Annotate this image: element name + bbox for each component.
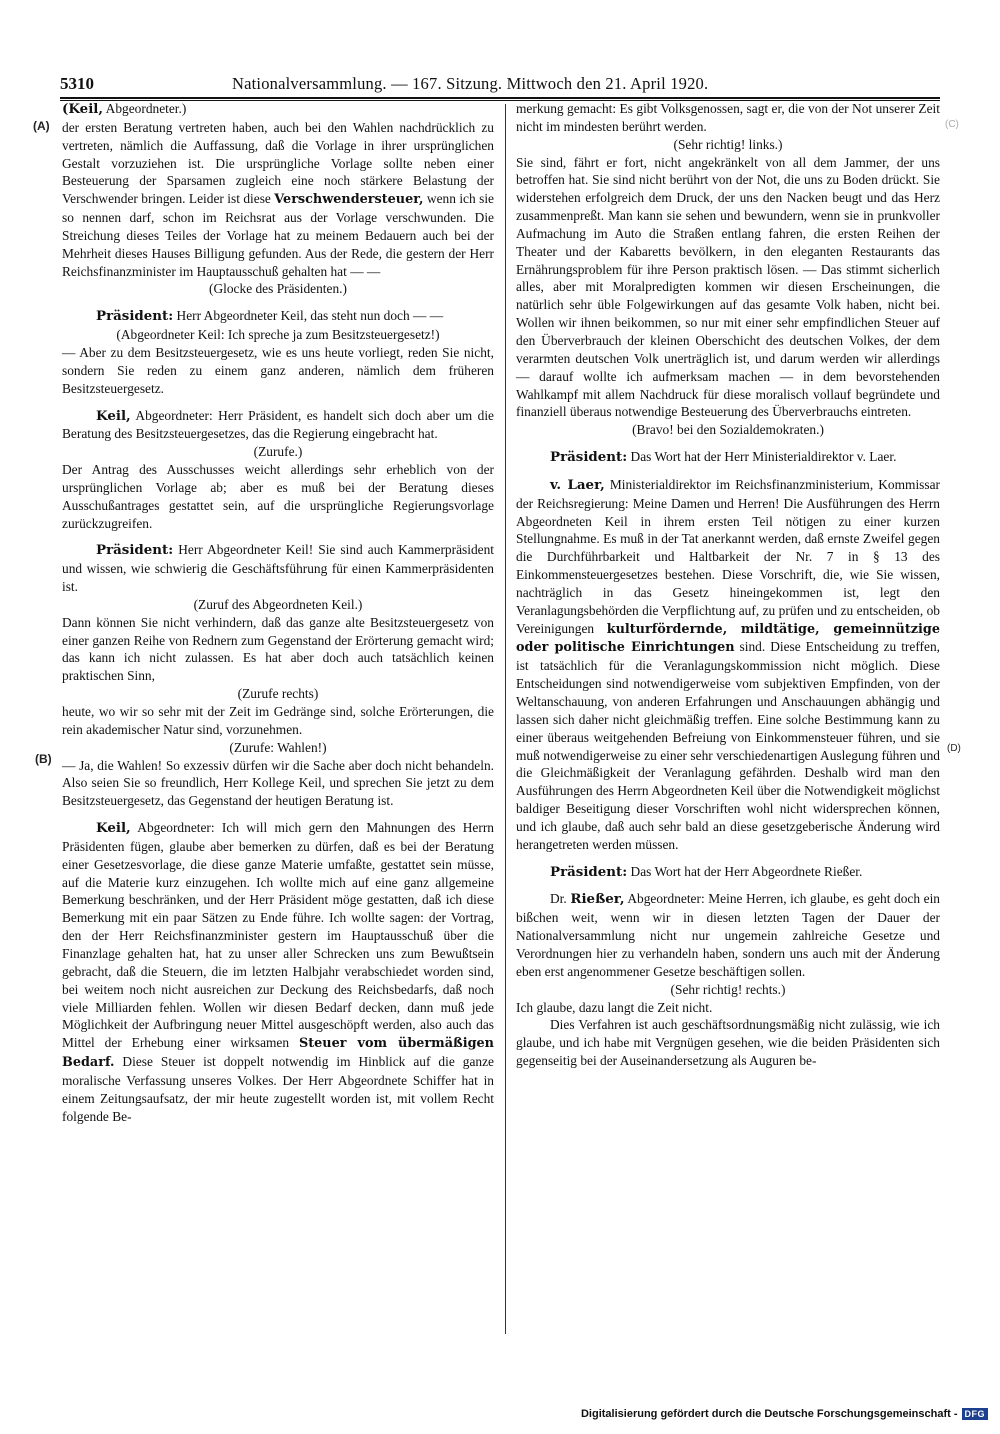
speech	[62, 307, 494, 326]
paragraph: Ich glaube, dazu langt die Zeit nicht.	[516, 999, 713, 1015]
speech	[62, 407, 494, 444]
paragraph: — Ja, die Wahlen! So exzessiv dürfen wir die Sache aber doch nicht behandeln. Also seien Sie so freundlich, Herr Kollege Keil, und sprechen Sie jetzt zu dem Besitzsteuergesetz, das Gegenstand der heutigen Beratung ist.	[62, 757, 494, 809]
speech	[516, 448, 940, 467]
speech	[516, 863, 940, 882]
speech	[62, 541, 494, 596]
interjection: (Zurufe.)	[253, 444, 303, 460]
speech	[516, 890, 940, 980]
interjection: (Bravo! bei den Sozialdemokraten.)	[632, 422, 824, 438]
text-run: Herr Abgeordneter Keil! Sie sind auch Kammerpräsident und wissen, wie schwierig die Geschäftsführung für einen Kammerpräsidenten ist.	[62, 542, 494, 595]
interjection: (Zurufe rechts)	[237, 686, 319, 702]
interjection: (Zuruf des Abgeordneten Keil.)	[193, 596, 363, 612]
speaker-name: Keil,	[96, 820, 131, 837]
interjection: (Glocke des Präsidenten.)	[209, 281, 347, 297]
emphasis: Steuer vom übermäßigen Bedarf.	[62, 1036, 494, 1071]
speaker-title: Dr.	[550, 891, 571, 907]
paragraph: merkung gemacht: Es gibt Volksgenossen, sagt er, die von der Not unserer Zeit nicht im mindesten berührt werden.	[516, 101, 940, 134]
interjection: (Sehr richtig! links.)	[673, 136, 783, 152]
header-rule	[60, 97, 940, 99]
interjection: (Sehr richtig! rechts.)	[670, 981, 786, 997]
text-run: Das Wort hat der Herr Abgeordnete Rießer.	[627, 863, 863, 879]
speaker-name: Präsident:	[96, 308, 174, 325]
text-run: sind. Diese Entscheidung zu treffen, ist tatsächlich für die Veranlagungskommission nicht möglich. Diese Entscheidungen sind notwendigerweise vom subjektiven Empfinden, von der Weltanschauung, von anderen Erfahrungen und Anschauungen abhängig und lassen sich daher nicht gleichmäßig treffen. Eine solche Bestimmung kann zu einer überaus weitgehenden Befreiung von Einkommensteuer führen, und sie muß notwendigerweise zu einer sehr verschiedenartigen Auslegung führen und die Gleichmäßigkeit der Veranlagung gefährden. Deshalb wird man den Ausführungen des Herrn Abgeordneten Keil über die Notwendigkeit möglichst baldiger Beseitigung dieser Vorschriften wohl nicht widersprechen können, und ich glaube, daß auch sehr bald an diese gesetzgeberische Änderung wird herangetreten werden müssen.	[516, 639, 940, 852]
speaker-name: Präsident:	[96, 542, 174, 559]
interjection: (Abgeordneter Keil: Ich spreche ja zum Besitzsteuergesetz!)	[116, 327, 440, 343]
right-column	[516, 100, 940, 1070]
running-title: Nationalversammlung. — 167. Sitzung. Mittwoch den 21. April 1920.	[232, 74, 709, 93]
column-divider	[505, 104, 506, 1334]
speaker-name: Präsident:	[550, 863, 628, 880]
text-run: Diese Steuer ist doppelt notwendig im Hinblick auf die ganze moralische Verfassung unseres Volkes. Der Herr Abgeordnete Schiffer hat in einem Zeitungsaufsatz, der mir heute zugestellt worden ist, mit vollem Recht folgende Be-	[62, 1054, 494, 1124]
speech	[516, 476, 940, 854]
text-run: Herr Abgeordneter Keil, das steht nun doch — —	[173, 308, 444, 324]
margin-mark-a: (A)	[33, 119, 50, 133]
funding-credit: Digitalisierung gefördert durch die Deutsche Forschungsgemeinschaft -	[580, 1408, 958, 1420]
paragraph: heute, wo wir so sehr mit der Zeit im Gedränge sind, solche Erörterungen, die rein akademischer Natur sind, vorzunehmen.	[62, 704, 494, 737]
text-run: der ersten Beratung vertreten haben, auch bei den Wahlen nachdrücklich zu vertreten, nämlich die Auffassung, daß die Vorlage in ihrer ursprünglichen Gestalt vorzuziehen ist. Die ursprüngliche Vorlage sollte neben einer Besteuerung der Sparsamen zugleich eine noch stärkere Belastung der Verschwender bringen. Leider ist diese	[62, 119, 494, 207]
speaker-name: v. Laer,	[550, 476, 605, 493]
text-run: wenn ich sie so nennen darf, schon im Reichsrat aus der Vorlage verschwunden. Die Streichung dieses Teiles der Vorlage hat zu meinem Bedauern auch bei der Mehrheit dieses Hauses Billigung gefunden. Aus der Rede, die gestern der Herr Reichsfinanzminister im Hauptausschuß gehalten hat — —	[62, 191, 494, 279]
speaker-name: (Keil,	[62, 101, 104, 117]
text-run: Ministerialdirektor im Reichsfinanzministerium, Kommissar der Reichsregierung: Meine Damen und Herren! Die Ausführungen des Herrn Abgeordneten Keil in ihrem ersten Teil nötigen zu einer kurzen Stellungnahme. Es muß in der Tat anerkannt werden, daß ernste Zweifel gegen die Durchführbarkeit und Haltbarkeit der Nr. 7 in § 13 des Einkommensteuergesetzes bestehen. Diese Vorschrift, die, wie Sie wissen, nachträglich in das Gesetz hineingekommen ist, legt den Veranlagungsbehörden die Verpflichtung auf, zu prüfen und zu entscheiden, ob Vereinigungen	[516, 476, 940, 636]
footer-credit	[581, 1408, 988, 1420]
paragraph: Sie sind, fährt er fort, nicht angekränkelt von all dem Jammer, der uns betroffen hat. Sie sind nicht berührt von der Not, die uns zu Boden drückt. Sie widerstehen erfolgreich dem Druck, der uns den Nacken beugt und das Herz zusammenpreßt. Man kann sie sehen und bewundern, wenn sie in prunkvoller Aufmachung im Auto die Straßen entlang fahren, die ersten Reihen der Theater und der Kabaretts bevölkern, in den eleganten Restaurants das Ernährungsproblem für ihre Person praktisch lösen. — Das stimmt sicherlich alles, aber mit Moralpredigten kommen wir diesen Erscheinungen, die natürlich sehr üble Folgewirkungen auf das gesamte Volk haben, nicht bei. Wollen wir ihnen beikommen, so nur mit einer sehr empfindlichen Steuer auf den Überverbrauch der kleinen Oberschicht des deutschen Volkes, der dem verarmten deutschen Volk unerträglich ist, und darum werden wir allerdings — darauf wollte ich aufmerksam machen — in dem bevorstehenden Wahlkampf mit allem Nachdruck für diese moralisch vollauf begründete und finanziell überaus notwendige Besteuerung des Überverbrauchs eintreten.	[516, 154, 940, 420]
text-run: Abgeordneter: Meine Herren, ich glaube, es geht doch ein bißchen weit, wenn wir in diesen letzten Tagen der Dauer der Nationalversammlung nicht nur ungemein zahlreiche Gesetze und Verordnungen hier zu verhandeln haben, sondern uns auch mit der Änderung eben erst angenommener Gesetze beschäftigen sollen.	[516, 891, 941, 979]
paragraph: Dies Verfahren ist auch geschäftsordnungsmäßig nicht zulässig, wie ich glaube, und ich habe mit Vergnügen gesehen, wie die beiden Präsidenten sich gegenseitig bei der Auseinandersetzung als Auguren be-	[516, 1017, 940, 1069]
page-header	[60, 74, 940, 94]
text-run: Das Wort hat der Herr Ministerialdirektor v. Laer.	[627, 449, 897, 465]
paragraph: Der Antrag des Ausschusses weicht allerdings sehr erheblich von der ursprünglichen Vorlage ab; aber es muß bei der Beratung dieses Ausschußantrages gestattet sein, auf die ursprüngliche Regierungsvorlage zurückzugreifen.	[62, 462, 494, 531]
dfg-logo-icon: DFG	[962, 1408, 989, 1420]
speaker-name: Rießer,	[570, 891, 625, 908]
text-run: Abgeordneter: Herr Präsident, es handelt sich doch aber um die Beratung des Besitzsteuergesetzes, das die Regierung eingebracht hat.	[62, 407, 494, 442]
paragraph	[62, 119, 494, 281]
margin-mark-b: (B)	[35, 752, 52, 766]
paragraph: — Aber zu dem Besitzsteuergesetz, wie es uns heute vorliegt, reden Sie nicht, sondern Sie reden zu einem ganz anderen, nämlich dem früheren Besitzsteuergesetz.	[62, 344, 494, 396]
speaker-name: Präsident:	[550, 449, 628, 466]
speech	[62, 819, 494, 1125]
emphasis: kulturfördernde, mildtätige, gemeinnützige oder politische Einrichtungen	[516, 621, 940, 656]
interjection: (Zurufe: Wahlen!)	[229, 739, 327, 755]
speaker-name: Keil,	[96, 407, 131, 424]
continuation-note	[62, 100, 494, 119]
emphasis: Verschwendersteuer,	[274, 192, 424, 208]
speaker-role: Abgeordneter.)	[103, 101, 187, 116]
margin-mark-d: (D)	[947, 743, 961, 754]
margin-mark-c: (C)	[945, 119, 959, 130]
left-column	[62, 100, 494, 1125]
paragraph: Dann können Sie nicht verhindern, daß das ganze alte Besitzsteuergesetz von einer ganzen Reihe von Rednern zum Gegenstand der Erörterung gemacht wird; das kann ich nicht zulassen. Es hat aber doch auch tatsächlich keinen praktischen Sinn,	[62, 614, 494, 684]
page-number: 5310	[60, 74, 94, 93]
text-run: Abgeordneter: Ich will mich gern den Mahnungen des Herrn Präsidenten fügen, glaube aber bemerken zu dürfen, daß es bei der Beratung einer Gesetzesvorlage, die diese ganze Materie umfaßte, gestattet sein müsse, auf die Materie kurz einzugehen. Ich wollte mich auf eine ganz allgemeine Bemerkung beschränken, und der Herr Präsident möge gestatten, daß ich diese Bemerkung mit ein paar Sätzen zu Ende führe. Ich wollte sagen: der Vortrag, den der Herr Reichsfinanzminister gestern im Hauptausschuß über die Finanzlage gehalten hat, hat zu unser aller Schrecken uns zum Bewußtsein gebracht, daß die Steuern, die im letzten Halbjahr verabschiedet worden sind, bei weitem noch nicht ausreichen zur Deckung des Reichsbedarfs, daß noch viele Milliarden fehlen. Wollen wir diesen Bedarf decken, dann muß jede Möglichkeit der Aufbringung neuer Mittel ausgeschöpft werden, also auch das Mittel der Erhebung einer wirksamen	[62, 820, 494, 1051]
